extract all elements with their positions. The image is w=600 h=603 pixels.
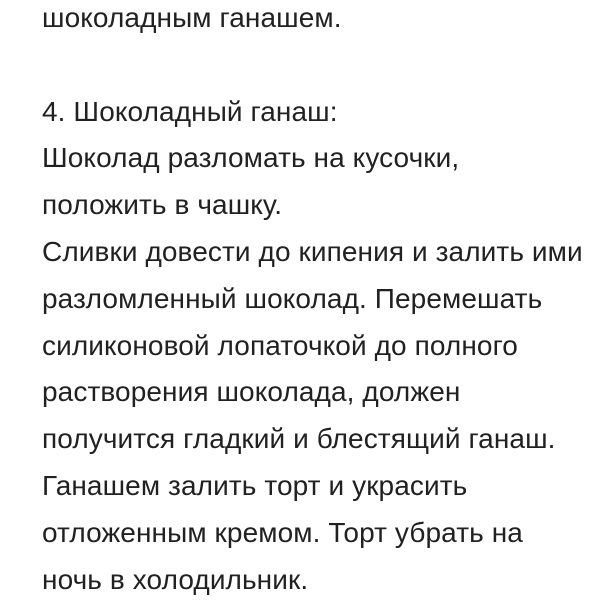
paragraph-gap [42, 42, 584, 89]
text-line: Сливки довести до кипения и залить ими [42, 235, 583, 267]
text-line: шоколадным ганашем. [42, 2, 342, 33]
text-line: разломленный шоколад. Перемешать [42, 282, 543, 314]
section-heading: 4. Шоколадный ганаш: [42, 95, 338, 127]
text-line: растворения шоколада, должен [42, 376, 461, 408]
text-line: положить в чашку. [42, 189, 283, 221]
text-line: Шоколад разломать на кусочки, [42, 142, 460, 174]
text-line: отложенным кремом. Торт убрать на [42, 516, 523, 548]
text-line: ночь в холодильник. [42, 563, 309, 595]
text-line: Ганашем залить торт и украсить [42, 469, 468, 501]
text-line: получится гладкий и блестящий ганаш. [42, 423, 556, 455]
text-line: силиконовой лопаточкой до полного [42, 329, 518, 361]
